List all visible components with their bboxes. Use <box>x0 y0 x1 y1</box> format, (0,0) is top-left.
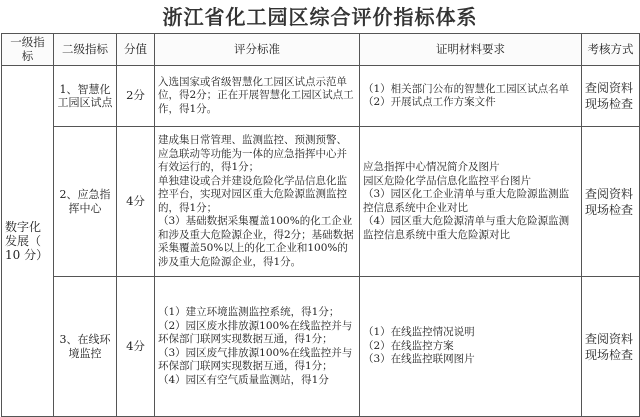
evidence-line: （1）在线监控情况说明 <box>363 326 475 339</box>
header-evidence: 证明材料要求 <box>360 34 582 66</box>
criteria-line: （2）园区废水排放源100%在线监控并与环保部门联网实现数据互通，得1分； <box>158 319 353 345</box>
evidence-line: （2）开展试点工作方案文件 <box>363 96 496 108</box>
level1-cell: 数字化发展（ 10 分） <box>2 66 54 417</box>
header-level1: 一级指标 <box>2 34 54 66</box>
header-method: 考核方式 <box>582 34 640 66</box>
evidence-line: （1）相关部门公布的智慧化工园区试点名单 <box>363 82 570 95</box>
evidence-line: （2）在线监控方案 <box>363 339 454 352</box>
row-evidence <box>360 127 582 277</box>
row-evidence <box>360 66 582 127</box>
evidence-line: 应急指挥中心情况简介及图片 <box>363 161 500 173</box>
document-title: 浙江省化工园区综合评价指标体系 <box>162 5 478 29</box>
row-score: 2分 <box>117 66 155 127</box>
header-row <box>2 34 640 66</box>
criteria-line: 入选国家或省级智慧化工园区试点示范单位，得2分；正在开展智慧化工园区试点工作，得1分。 <box>158 75 354 115</box>
row-method: 查阅资料现场检查 <box>582 127 640 277</box>
header-level2: 二级指标 <box>54 34 117 66</box>
row-score: 4分 <box>117 127 155 277</box>
row-method: 查阅资料现场检查 <box>582 277 640 417</box>
row-criteria <box>155 277 360 417</box>
criteria-line: （1）建立环境监测监控系统，得1分； <box>158 306 340 318</box>
table-row <box>2 127 640 277</box>
row-method: 查阅资料现场检查 <box>582 66 640 127</box>
criteria-line: （3）园区废气排放源100%在线监控并与环保部门联网实现数据互通，得1分； <box>158 346 353 372</box>
evidence-line: （4）园区重大危险源清单与重大危险源监测监控信息系统中重大危险源对比 <box>363 215 570 241</box>
evaluation-table <box>1 33 640 417</box>
criteria-line: （3）基础数据采集覆盖100%的化工企业和涉及重大危险源企业，得2分；基础数据采集覆盖50%以上的化工企业和100%的涉及重大危险源企业，得1分。 <box>158 215 354 268</box>
row-name: 2、应急指挥中心 <box>54 127 117 277</box>
row-criteria <box>155 127 360 277</box>
evidence-line: （3）在线监控联网图片 <box>363 353 475 366</box>
row-score: 4分 <box>117 277 155 417</box>
header-score: 分值 <box>117 34 155 66</box>
evidence-line: （3）园区化工企业清单与重大危险源监测监控信息系统中企业对比 <box>363 188 570 214</box>
header-criteria: 评分标准 <box>155 34 360 66</box>
criteria-line: 单独建设或合并建设危险化学品信息化监控平台，实现对园区重大危险源监测监控的，得1分； <box>158 174 347 214</box>
table-row <box>2 66 640 127</box>
row-name: 1、智慧化工园区试点 <box>54 66 117 127</box>
row-criteria <box>155 66 360 127</box>
evidence-line: 园区危险化学品信息化监控平台图片 <box>363 174 531 187</box>
criteria-line: 建成集日常管理、监测监控、预测预警、应急联动等功能为一体的应急指挥中心并有效运行的，得1分； <box>158 134 347 173</box>
row-name: 3、在线环境监控 <box>54 277 117 417</box>
row-evidence <box>360 277 582 417</box>
criteria-line: （4）园区有空气质量监测站，得1分 <box>158 373 329 386</box>
table-row <box>2 277 640 417</box>
